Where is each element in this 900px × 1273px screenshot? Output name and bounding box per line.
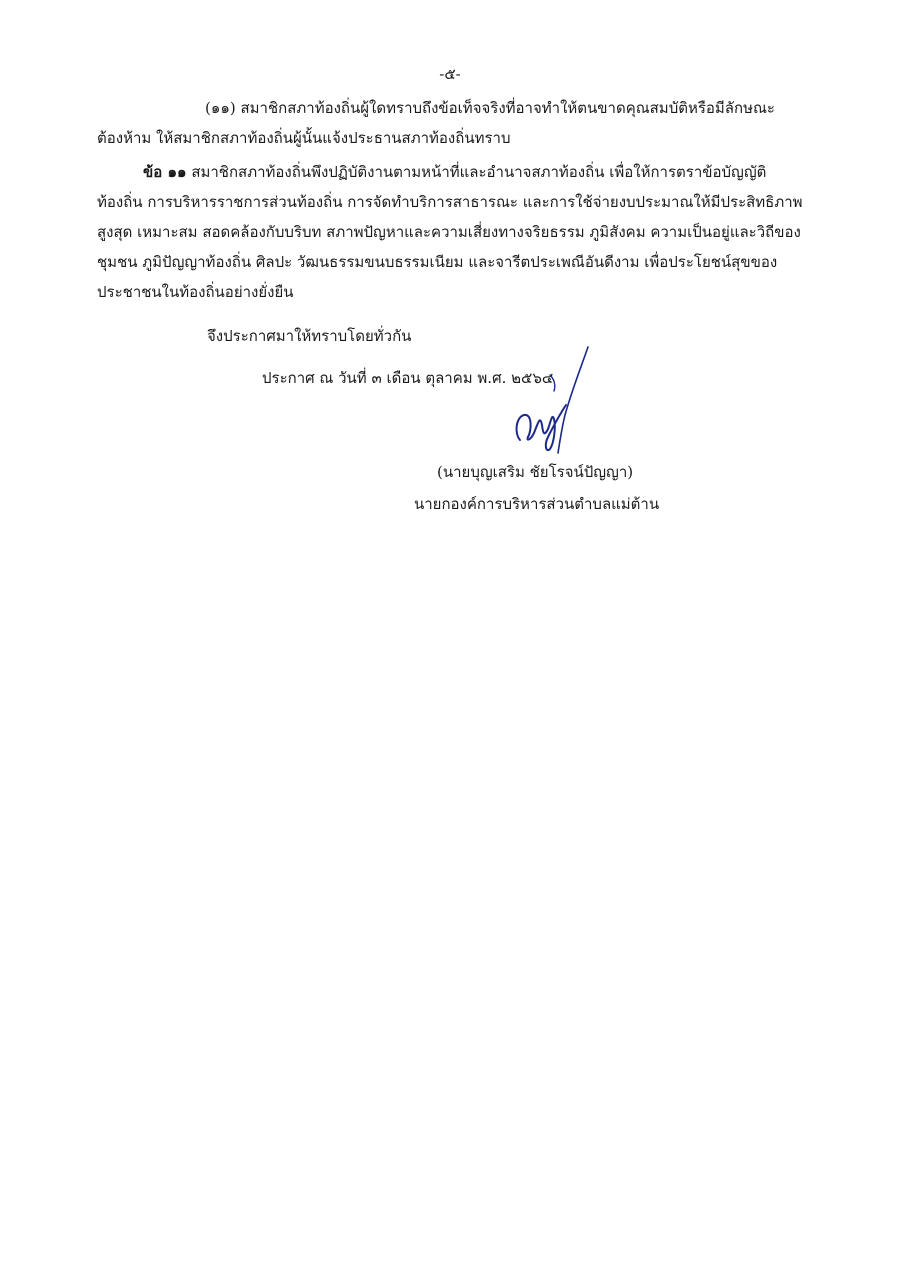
signer-title: นายกองค์การบริหารส่วนตำบลแม่ต้าน [414,495,660,513]
announcement-line: จึงประกาศมาให้ทราบโดยทั่วกัน [207,327,412,345]
item-11-sub-line-1: (๑๑) สมาชิกสภาท้องถิ่นผู้ใดทราบถึงข้อเท็จจริงที่อาจทำให้ตนขาดคุณสมบัติหรือมีลักษณะ [205,99,775,117]
clause-11-line-5: ประชาชนในท้องถิ่นอย่างยั่งยืน [97,283,294,301]
clause-11-line-1: สมาชิกสภาท้องถิ่นพึงปฏิบัติงานตามหน้าที่และอำนาจสภาท้องถิ่น เพื่อให้การตราข้อบัญญัติ [191,163,767,181]
page-number: -๕- [439,65,461,83]
item-11-sub-line-2: ต้องห้าม ให้สมาชิกสภาท้องถิ่นผู้นั้นแจ้งประธานสภาท้องถิ่นทราบ [97,129,511,147]
clause-11-first-line [143,162,766,182]
clause-11-line-2: ท้องถิ่น การบริหารราชการส่วนท้องถิ่น การจัดทำบริการสาธารณะ และการใช้จ่ายงบประมาณให้มีประสิทธิภาพ [97,193,803,211]
clause-11-line-4: ชุมชน ภูมิปัญญาท้องถิ่น ศิลปะ วัฒนธรรมขนบธรรมเนียม และจารีตประเพณีอันดีงาม เพื่อประโยชน์สุขของ [97,253,778,271]
clause-11-line-3: สูงสุด เหมาะสม สอดคล้องกับบริบท สภาพปัญหาและความเสี่ยงทางจริยธรรม ภูมิสังคม ความเป็นอยู่และวิถีของ [97,223,801,241]
signer-name: (นายบุญเสริม ชัยโรจน์ปัญญา) [437,463,634,481]
clause-11-heading: ข้อ ๑๑ [143,163,187,181]
date-line: ประกาศ ณ วันที่ ๓ เดือน ตุลาคม พ.ศ. ๒๕๖๔ [262,369,554,387]
signature-image [510,345,590,455]
